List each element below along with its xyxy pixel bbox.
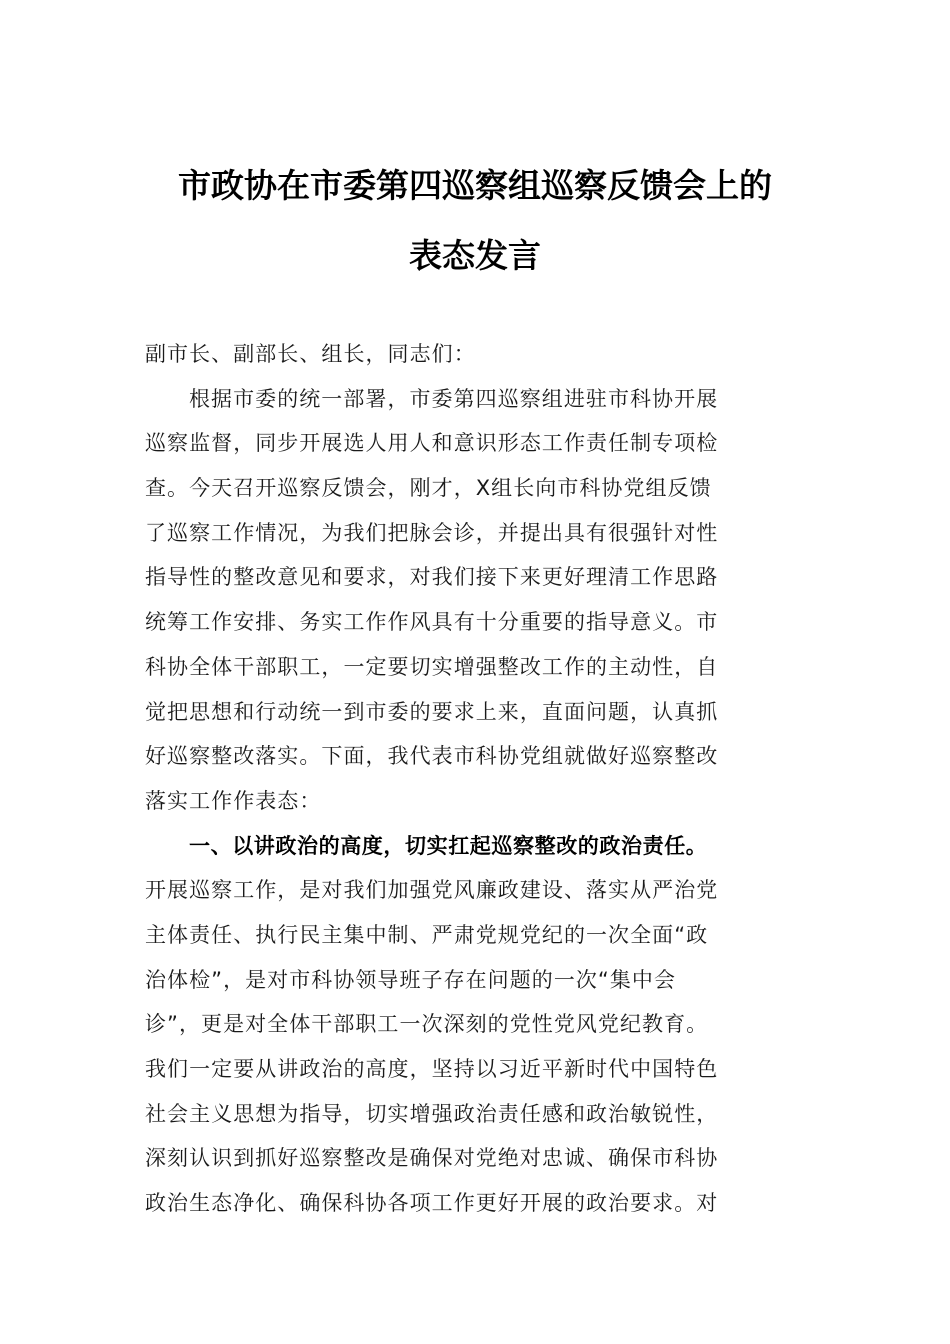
paragraph-line: 好巡察整改落实。下面，我代表市科协党组就做好巡察整改 (145, 744, 719, 769)
document-body (145, 332, 815, 1226)
paragraph-line: 了巡察工作情况，为我们把脉会诊，并提出具有很强针对性 (145, 520, 719, 545)
paragraph-line: 科协全体干部职工，一定要切实增强整改工作的主动性，自 (145, 654, 719, 679)
document-title-line-2: 表态发言 (409, 236, 541, 275)
paragraph-line: 我们一定要从讲政治的高度，坚持以习近平新时代中国特色 (145, 1057, 719, 1081)
paragraph-line: 治体检”，是对市科协领导班子存在问题的一次“集中会 (145, 967, 677, 992)
paragraph-line: 社会主义思想为指导，切实增强政治责任感和政治敏锐性， (145, 1101, 719, 1126)
paragraph-line: 诊”，更是对全体干部职工一次深刻的党性党风党纪教育。 (145, 1012, 709, 1037)
salutation: 副市长、副部长、组长，同志们： (145, 342, 476, 366)
paragraph-line: 指导性的整改意见和要求，对我们接下来更好理清工作思路 (145, 565, 719, 590)
paragraph-line: 政治生态净化、确保科协各项工作更好开展的政治要求。对 (145, 1191, 719, 1216)
document-title-line-1: 市政协在市委第四巡察组巡察反馈会上的 (178, 166, 772, 205)
section-1-paragraph (145, 868, 815, 1226)
paragraph-line: 深刻认识到抓好巡察整改是确保对党绝对忠诚、确保市科协 (145, 1146, 719, 1171)
paragraph-line: 统筹工作安排、务实工作作风具有十分重要的指导意义。市 (145, 610, 719, 635)
section-heading-1: 一、以讲政治的高度，切实扛起巡察整改的政治责任。 (189, 833, 708, 858)
paragraph-line: 根据市委的统一部署，市委第四巡察组进驻市科协开展 (189, 386, 719, 411)
paragraph-1 (145, 377, 815, 824)
paragraph-line: 落实工作作表态： (145, 788, 322, 813)
paragraph-line: 巡察监督，同步开展选人用人和意识形态工作责任制专项检 (145, 431, 719, 456)
paragraph-line: 觉把思想和行动统一到市委的要求上来，直面问题，认真抓 (145, 699, 719, 724)
paragraph-line: 主体责任、执行民主集中制、严肃党规党纪的一次全面“政 (145, 922, 709, 947)
paragraph-line: 查。今天召开巡察反馈会，刚才，X组长向市科协党组反馈 (145, 476, 712, 501)
paragraph-line: 开展巡察工作，是对我们加强党风廉政建设、落实从严治党 (145, 878, 719, 903)
